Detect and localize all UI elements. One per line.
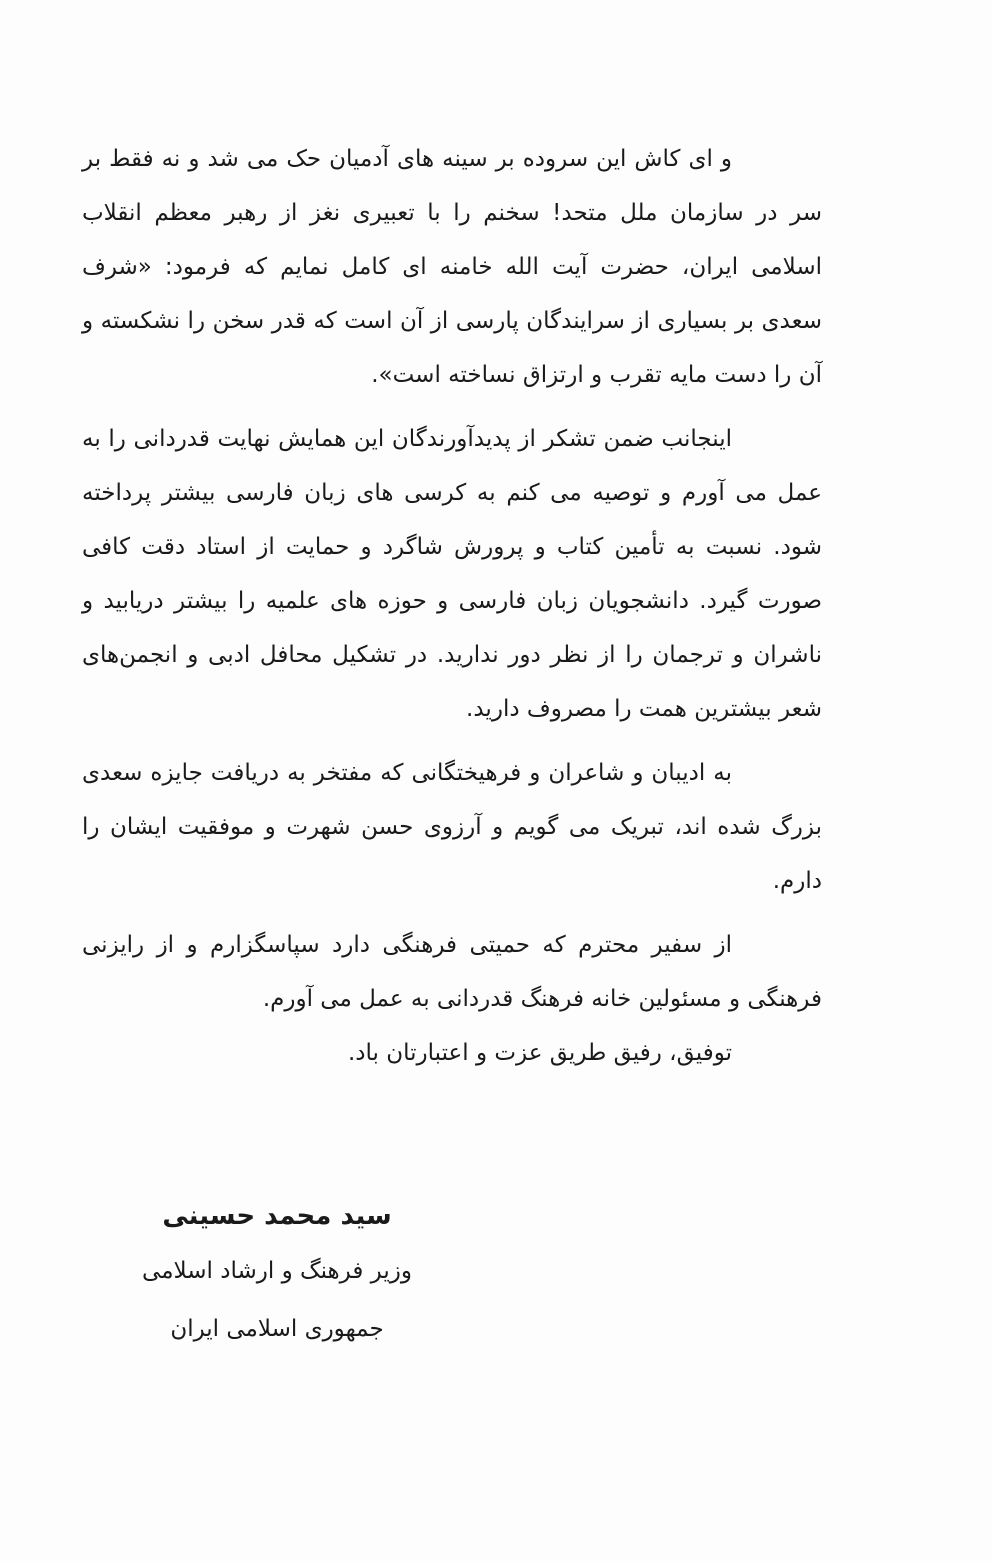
signatory-country: جمهوری اسلامی ایران — [170, 1316, 384, 1342]
signature-block — [112, 1190, 442, 1358]
letter-body — [82, 132, 822, 1090]
signatory-title: وزیر فرهنگ و ارشاد اسلامی — [142, 1258, 412, 1284]
paragraph-4: از سفیر محترم که حمیتی فرهنگی دارد سپاسگزارم و از رایزنی فرهنگی و مسئولین خانه فرهنگ قدردانی به عمل می آورم. — [82, 932, 822, 1012]
paragraph-1: و ای کاش این سروده بر سینه های آدمیان حک می شد و نه فقط بر سر در سازمان ملل متحد! سخنم را با تعبیری نغز از رهبر معظم انقلاب اسلامی ایران، حضرت آیت الله خامنه ای کامل نمایم که فرمود: «شرف سعدی بر بسیاری از سرایندگان پارسی از آن است که قدر سخن را نشکسته و آن را دست مایه تقرب و ارتزاق نساخته است». — [82, 146, 822, 388]
closing-line: توفیق، رفیق طریق عزت و اعتبارتان باد. — [347, 1040, 732, 1066]
paragraph-2: اینجانب ضمن تشکر از پدیدآورندگان این همایش نهایت قدردانی را به عمل می آورم و توصیه می کنم به کرسی های زبان فارسی بیشتر پرداخته شود. نسبت به تأمین کتاب و پرورش شاگرد و حمایت از استاد دقت کافی صورت گیرد. دانشجویان زبان فارسی و حوزه های علمیه را بیشتر دریابید و ناشران و ترجمان را از نظر دور ندارید. در تشکیل محافل ادبی و انجمن‌های شعر بیشترین همت را مصروف دارید. — [82, 426, 822, 722]
paragraph-3: به ادیبان و شاعران و فرهیختگانی که مفتخر به دریافت جایزه سعدی بزرگ شده اند، تبریک می گویم و آرزوی حسن شهرت و موفقیت ایشان را دارم. — [82, 760, 822, 894]
signatory-name: سید محمد حسینی — [162, 1201, 392, 1231]
